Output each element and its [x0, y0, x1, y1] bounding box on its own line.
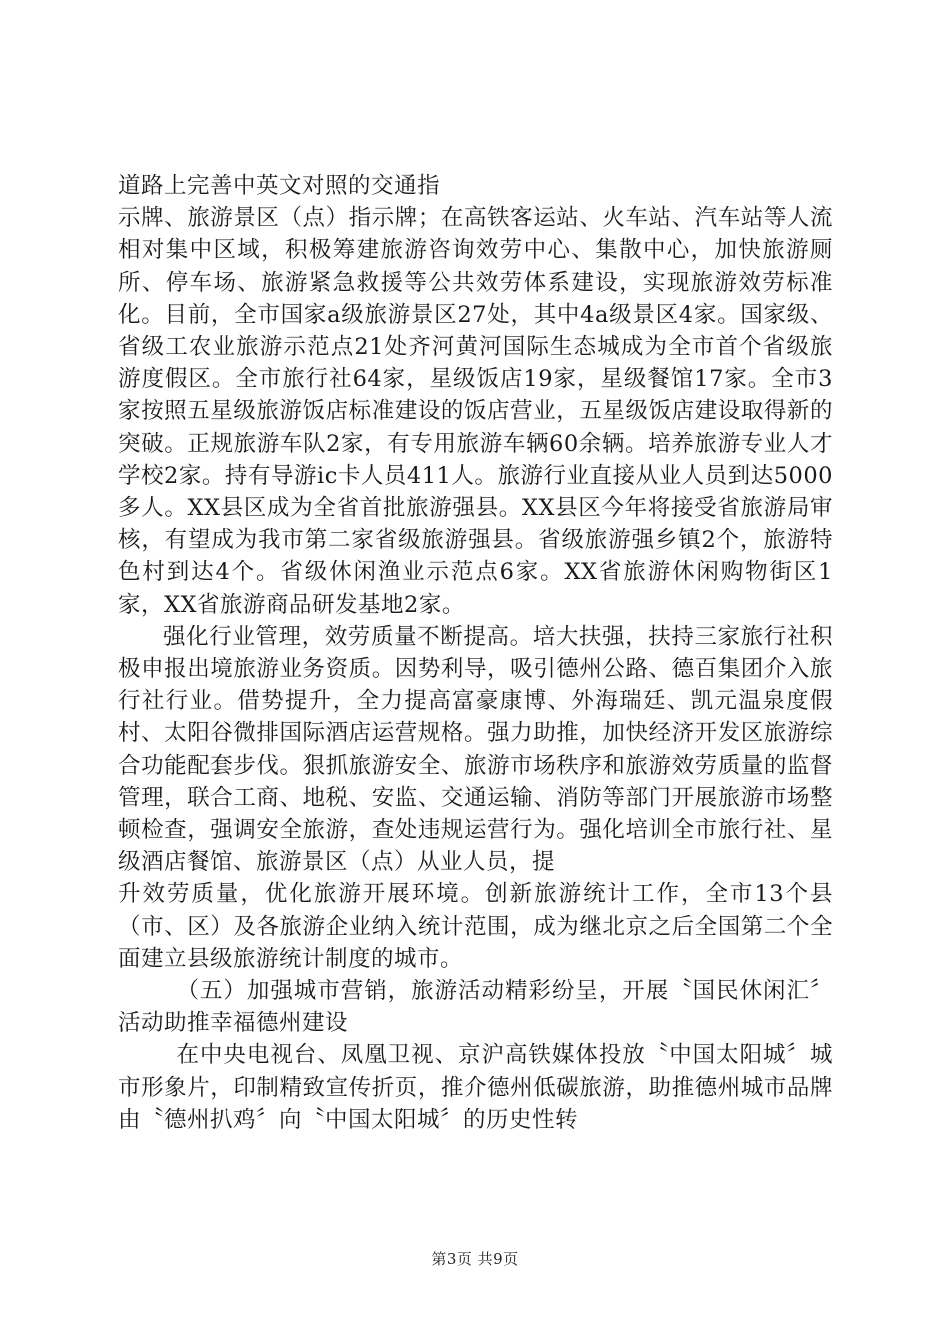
- section-heading-city-marketing: （五）加强城市营销，旅游活动精彩纷呈，开展〝国民休闲汇〞活动助推幸福德州建设: [118, 978, 833, 1037]
- document-body: [118, 170, 833, 1136]
- paragraph-media-promotion: 在中央电视台、凤凰卫视、京沪高铁媒体投放〝中国太阳城〞城市形象片，印制精致宣传折页，推介德州低碳旅游，助推德州城市品牌由〝德州扒鸡〞向〝中国太阳城〞的历史性转: [118, 1042, 833, 1133]
- paragraph-service-quality: 升效劳质量，优化旅游开展环境。创新旅游统计工作，全市13个县（市、区）及各旅游企业纳入统计范围，成为继北京之后全国第二个全面建立县级旅游统计制度的城市。: [118, 881, 833, 972]
- paragraph-tourism-infrastructure: 示牌、旅游景区（点）指示牌；在高铁客运站、火车站、汽车站等人流相对集中区域，积极筹建旅游咨询效劳中心、集散中心，加快旅游厕所、停车场、旅游紧急救援等公共效劳体系建设，实现旅游效劳标准化。目前，全市国家a级旅游景区27处，其中4a级景区4家。国家级、省级工农业旅游示范点21处齐河黄河国际生态城成为全市首个省级旅游度假区。全市旅行社64家，星级饭店19家，星级餐馆17家。全市3家按照五星级旅游饭店标准建设的饭店营业，五星级饭店建设取得新的突破。正规旅游车队2家，有专用旅游车辆60余辆。培养旅游专业人才学校2家。持有导游ic卡人员411人。旅游行业直接从业人员到达5000多人。XX县区成为全省首批旅游强县。XX县区今年将接受省旅游局审核，有望成为我市第二家省级旅游强县。省级旅游强乡镇2个，旅游特色村到达4个。省级休闲渔业示范点6家。XX省旅游休闲购物街区1家，XX省旅游商品研发基地2家。: [118, 205, 833, 618]
- paragraph-industry-management: 强化行业管理，效劳质量不断提高。培大扶强，扶持三家旅行社积极申报出境旅游业务资质。因势利导，吸引德州公路、德百集团介入旅行社行业。借势提升，全力提高富豪康博、外海瑞廷、凯元温泉度假村、太阳谷微排国际酒店运营规格。强力助推，加快经济开发区旅游综合功能配套步伐。狠抓旅游安全、旅游市场秩序和旅游效劳质量的监督管理，联合工商、地税、安监、交通运输、消防等部门开展旅游市场整顿检查，强调安全旅游，查处违规运营行为。强化培训全市旅行社、星级酒店餐馆、旅游景区（点）从业人员，提: [118, 623, 833, 876]
- paragraph-traffic-signs: 道路上完善中英文对照的交通指: [118, 173, 441, 199]
- page-number-footer: 第3页 共9页: [431, 1250, 519, 1268]
